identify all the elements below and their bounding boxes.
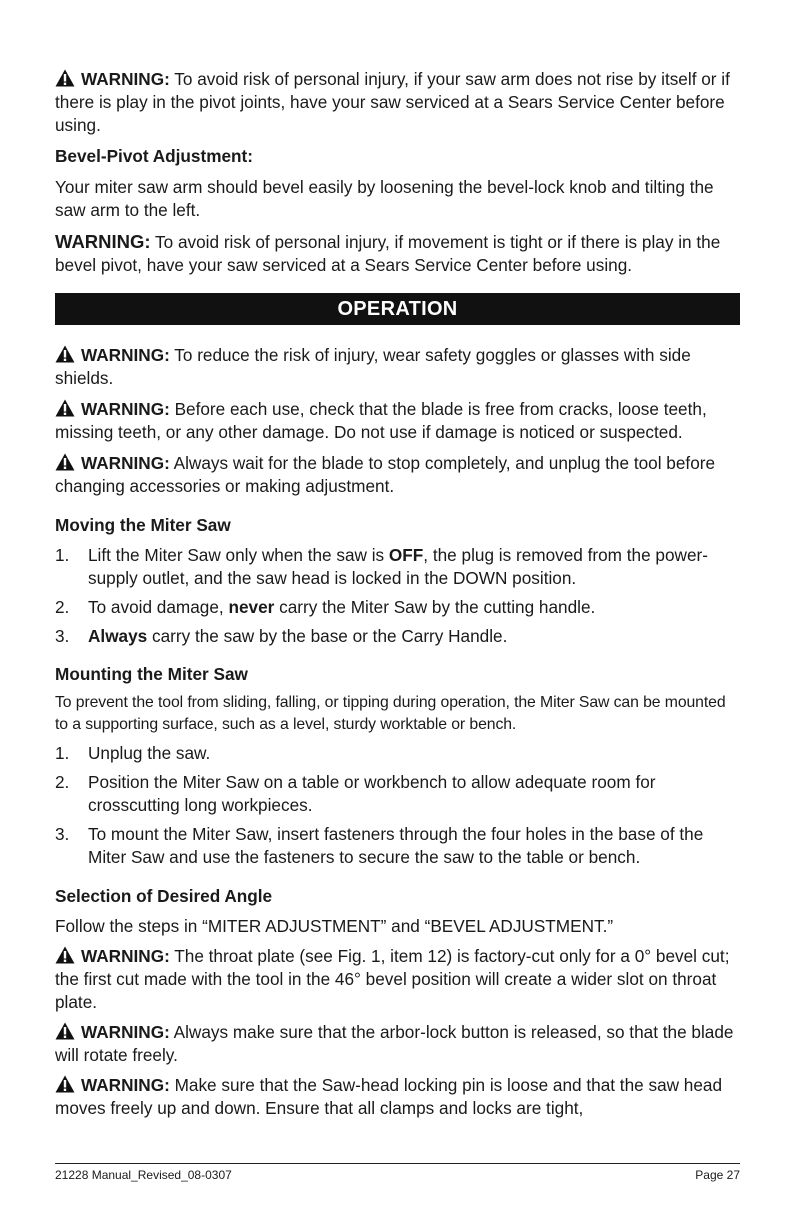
list-item: 3. Always carry the saw by the base or the Carry Handle. [55,626,508,646]
warning-arbor-lock: WARNING: Always make sure that the arbor-lock button is released, so that the blade will rotate freely. [55,1022,734,1065]
list-item: 2. Position the Miter Saw on a table or workbench to allow adequate room for crosscutting long workpieces. [55,772,656,815]
warning-triangle-icon [55,345,75,363]
warning-label: WARNING: [55,231,151,252]
warning-blade-check: WARNING: Before each use, check that the blade is free from cracks, loose teeth, missing teeth, or any other damage. Do not use if damage is noticed or suspected. [55,399,707,442]
mounting-heading: Mounting the Miter Saw [55,664,248,684]
mounting-intro: To prevent the tool from sliding, falling, or tipping during operation, the Miter Saw can be mounted to a supporting surface, such as a level, sturdy worktable or bench. [55,694,726,733]
warning-throat-plate: WARNING: The throat plate (see Fig. 1, item 12) is factory-cut only for a 0° bevel cut; the first cut made with the tool in the 46° bevel position will create a wider slot on throat plate. [55,946,730,1012]
list-item: 3. To mount the Miter Saw, insert fasteners through the four holes in the base of the Miter Saw and use the fasteners to secure the saw to the table or bench. [55,824,704,867]
warning-locking-pin: WARNING: Make sure that the Saw-head locking pin is loose and that the saw head moves freely up and down. Ensure that all clamps and locks are tight, [55,1075,723,1118]
warning-saw-arm: WARNING: To avoid risk of personal injury, if your saw arm does not rise by itself or if there is play in the pivot joints, have your saw serviced at a Sears Service Center before using. [55,69,730,135]
warning-label: WARNING: [81,69,170,89]
warning-triangle-icon [55,69,75,87]
warning-triangle-icon [55,1075,75,1093]
warning-label: WARNING: [81,345,170,365]
bevel-pivot-text: Your miter saw arm should bevel easily by loosening the bevel-lock knob and tilting the saw arm to the left. [55,177,714,220]
warning-label: WARNING: [81,399,170,419]
warning-label: WARNING: [81,1022,170,1042]
mounting-list [55,742,740,869]
footer-document-id: 21228 Manual_Revised_08-0307 [55,1168,232,1182]
footer-page-number: Page 27 [695,1168,740,1182]
list-item: 1. Lift the Miter Saw only when the saw is OFF, the plug is removed from the power-supply outlet, and the saw head is locked in the DOWN position. [55,545,708,588]
warning-label: WARNING: [81,453,170,473]
moving-list [55,544,740,648]
warning-goggles: WARNING: To reduce the risk of injury, wear safety goggles or glasses with side shields. [55,345,691,388]
warning-unplug: WARNING: Always wait for the blade to stop completely, and unplug the tool before changing accessories or making adjustment. [55,453,716,496]
page-footer [55,1163,740,1182]
warning-triangle-icon [55,399,75,417]
warning-triangle-icon [55,1022,75,1040]
manual-page [55,68,740,1120]
bevel-pivot-heading: Bevel-Pivot Adjustment: [55,146,253,166]
warning-label: WARNING: [81,1075,170,1095]
selection-intro: Follow the steps in “MITER ADJUSTMENT” and “BEVEL ADJUSTMENT.” [55,916,614,936]
warning-triangle-icon [55,453,75,471]
warning-triangle-icon [55,946,75,964]
selection-heading: Selection of Desired Angle [55,886,273,906]
operation-banner: OPERATION [55,293,740,325]
list-item: 1. Unplug the saw. [55,743,211,763]
moving-heading: Moving the Miter Saw [55,515,231,535]
warning-label: WARNING: [81,946,170,966]
list-item: 2. To avoid damage, never carry the Miter Saw by the cutting handle. [55,597,596,617]
warning-bevel-pivot: WARNING: To avoid risk of personal injury, if movement is tight or if there is play in the bevel pivot, have your saw serviced at a Sears Service Center before using. [55,231,721,275]
